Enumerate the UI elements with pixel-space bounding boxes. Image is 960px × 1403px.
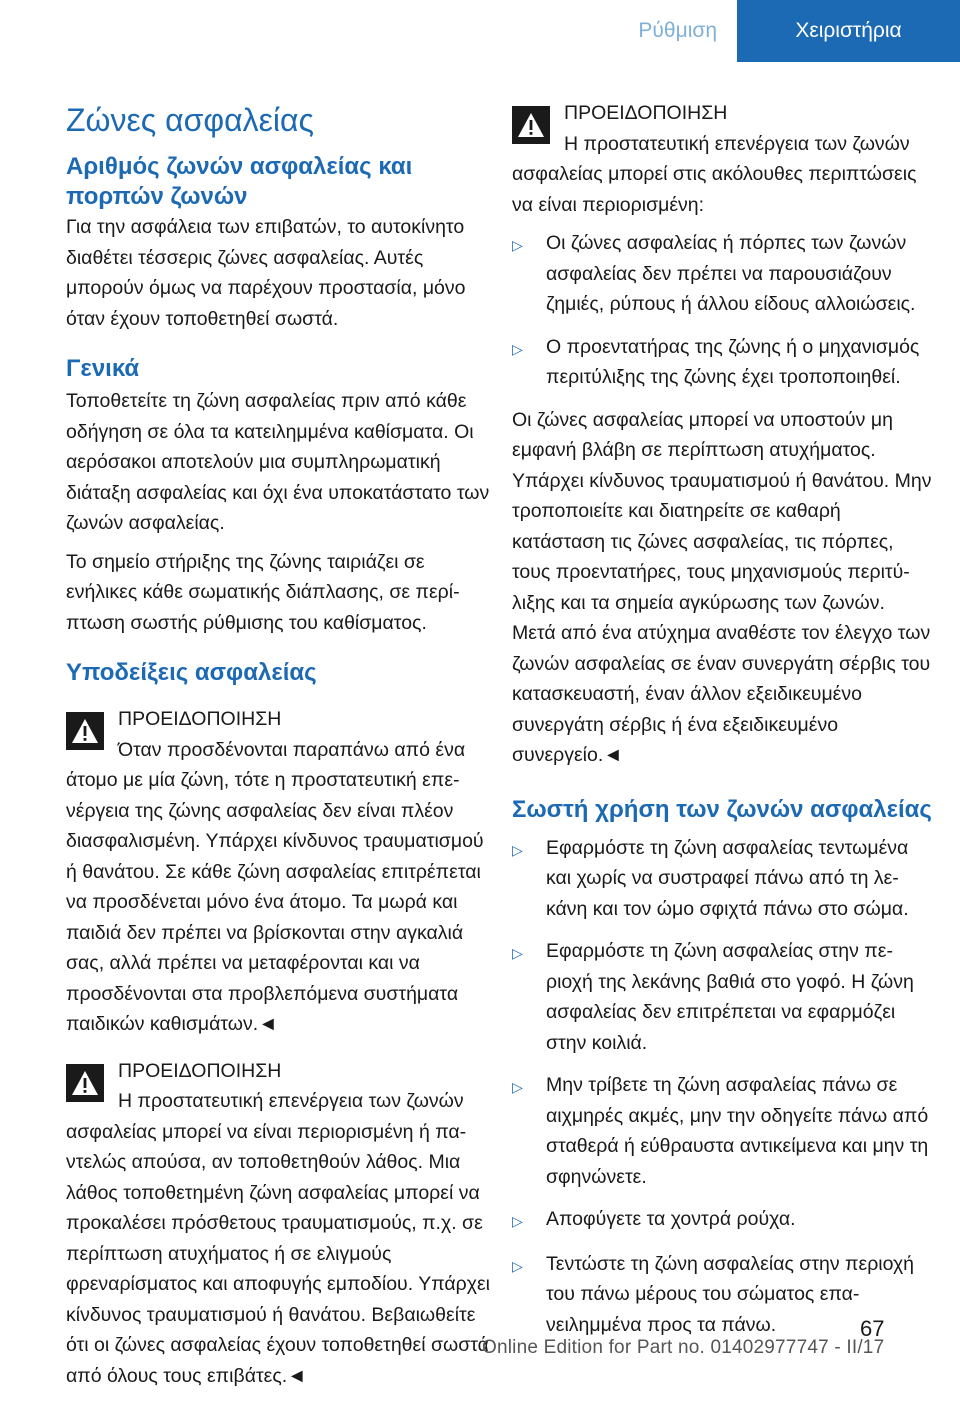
usage-list (512, 833, 932, 1341)
paragraph: Το σημείο στήριξης της ζώνης ταιριάζει σε ενήλικες κάθε σωματικής διάπλασης, σε περίπτωση σωστής ρύθμισης του καθίσματος. (66, 550, 460, 634)
warning-text: ασφαλείας μπορεί στις ακόλουθες περιπτώσεις να είναι περιορισμένη: (512, 163, 917, 216)
section-heading-belt-count: Αριθμός ζωνών ασφαλείας και πορπών ζωνών (66, 153, 413, 210)
triangle-bullet-icon: ▷ (512, 1079, 523, 1095)
section-heading-correct-use: Σωστή χρήση των ζωνών ασφαλείας (512, 795, 932, 823)
warning-text: Οι ζώνες ασφαλείας μπορεί να υποστούν μη εμφανή βλάβη σε περίπτωση ατυχήματος. Υπάρχει κίνδυνος τραυματισμού ή θανάτου. Μην τροποποιείτε και διατηρείτε σε καθαρή κατάσταση τις ζώνες ασφαλείας, τις πόρπες, τους προεντατήρες, τους μηχανισμούς περιτύλιξης και τα σημεία αγκύρωσης των ζωνών. Μετά από ένα ατύχημα αναθέστε τον έλεγχο των ζωνών ασφαλείας σε έναν συνεργάτη σέρβις του κατασκευαστή, έναν άλλον εξειδικευμένο συνεργάτη σέρβις ή ένα εξειδικευμένο συνεργείο.◄ (512, 408, 932, 766)
triangle-bullet-icon: ▷ (512, 1257, 523, 1274)
list-item: ▷ Μην τρίβετε τη ζώνη ασφαλείας πάνω σε αιχμηρές ακμές, μην την οδηγείτε πάνω από σταθερά ή εύθραυστα αντικείμενα και μην τη σφηνώνετε. (512, 1070, 932, 1192)
list-item: ▷ Εφαρμόστε τη ζώνη ασφαλείας στην περιοχή της λεκάνης βαθιά στο γοφό. Η ζώνη ασφαλείας δεν επιτρέπεται να εφαρμόζει στην κοιλιά. (512, 936, 932, 1058)
paragraph: Για την ασφάλεια των επιβατών, το αυτοκίνητο διαθέτει τέσσερις ζώνες ασφαλείας. Αυτές μπορούν όμως να παρέχουν προστασία, μόνο όταν έχουν τοποθετηθεί σωστά. (66, 216, 466, 330)
triangle-bullet-icon: ▷ (512, 340, 523, 357)
edition-footer: Online Edition for Part no. 01402977747 - II/17 (482, 1337, 885, 1358)
warning-block (66, 704, 496, 1040)
warning-label: ΠΡΟΕΙΔΟΠΟΙΗΣΗ (564, 102, 728, 124)
section-heading-general: Γενικά (66, 355, 140, 382)
warning-first-line: Η προστατευτική επενέργεια των ζωνών (118, 1090, 464, 1112)
list-item: ▷ Εφαρμόστε τη ζώνη ασφαλείας τεντωμένα και χωρίς να συστραφεί πάνω από τη λεκάνη και τον ώμο σφιχτά πάνω στο σώμα. (512, 833, 932, 925)
warning-text: ασφαλείας μπορεί να είναι περιορισμένη ή παντελώς απούσα, αν τοποθετηθούν λάθος. Μια λάθος τοποθετημένη ζώνη ασφαλείας μπορεί να προκαλέσει πρόσθετους τραυματισμούς, π.χ. σε περίπτωση ατυχήματος ή σε ελιγμούς φρεναρίσματος και αποφυγής εμποδίου. Υπάρχει κίνδυνος τραυματισμού ή θανάτου. Βεβαιωθείτε ότι οι ζώνες ασφαλείας έχουν τοποθετηθεί σωστά από όλους τους επιβάτες.◄ (66, 1120, 491, 1387)
warning-label: ΠΡΟΕΙΔΟΠΟΙΗΣΗ (118, 708, 282, 730)
triangle-bullet-icon: ▷ (512, 945, 523, 961)
tab-setup[interactable]: Ρύθμιση (618, 0, 737, 62)
section-heading-safety-notes: Υποδείξεις ασφαλείας (66, 659, 317, 686)
paragraph: Τοποθετείτε τη ζώνη ασφαλείας πριν από κάθε οδήγηση σε όλα τα κατειλημμένα καθίσματα. Οι αερόσακοι αποτελούν μια συμπληρωματική διάταξη ασφαλείας και όχι ένα υποκατάστατο των ζωνών ασφαλείας. (66, 390, 490, 534)
left-column (66, 98, 496, 1403)
warning-first-line: Όταν προσδένονται παραπάνω από ένα (118, 738, 466, 761)
warning-block (66, 1056, 496, 1392)
warning-triangle-icon (66, 1064, 104, 1102)
list-item: ▷ Ο προεντατήρας της ζώνης ή ο μηχανισμός περιτύλιξης της ζώνης έχει τροποποιηθεί. (512, 332, 932, 393)
warning-first-line: Η προστατευτική επενέργεια των ζωνών (564, 132, 910, 155)
triangle-bullet-icon: ▷ (512, 237, 523, 253)
warning-label: ΠΡΟΕΙΔΟΠΟΙΗΣΗ (118, 1059, 282, 1082)
page-title: Ζώνες ασφαλείας (66, 102, 314, 138)
list-item: ▷ Αποφύγετε τα χοντρά ρούχα. (512, 1204, 932, 1237)
list-item: ▷ Οι ζώνες ασφαλείας ή πόρπες των ζωνών ασφαλείας δεν πρέπει να παρουσιάζουν ζημιές, ρύπους ή άλλου είδους αλλοιώσεις. (512, 228, 932, 320)
tab-controls[interactable]: Χειριστήρια (737, 0, 960, 62)
triangle-bullet-icon: ▷ (512, 841, 523, 858)
warning-list (512, 228, 932, 393)
triangle-bullet-icon: ▷ (512, 1213, 523, 1229)
warning-block (512, 98, 932, 771)
page-number: 67 (860, 1316, 885, 1341)
page-header (618, 0, 960, 62)
right-column (512, 98, 932, 1352)
warning-text: άτομο με μία ζώνη, τότε η προστατευτική επενέργεια της ζώνης ασφαλείας δεν είναι πλέον διασφαλισμένη. Υπάρχει κίνδυνος τραυματισμού ή θανάτου. Σε κάθε ζώνη ασφαλείας επιτρέπεται να προσδένεται μόνο ένα άτομο. Τα μωρά και παιδιά δεν πρέπει να βρίσκονται στην αγκαλιά σας, αλλά πρέπει να μεταφέρονται και να προσδένονται στα προβλεπόμενα συστήματα παιδικών καθισμάτων.◄ (66, 769, 484, 1035)
warning-triangle-icon (512, 106, 550, 144)
list-item: ▷ Τεντώστε τη ζώνη ασφαλείας στην περιοχή του πάνω μέρους του σώματος επανειλημμένα προς τα πάνω. (512, 1249, 932, 1341)
warning-triangle-icon (66, 712, 104, 750)
